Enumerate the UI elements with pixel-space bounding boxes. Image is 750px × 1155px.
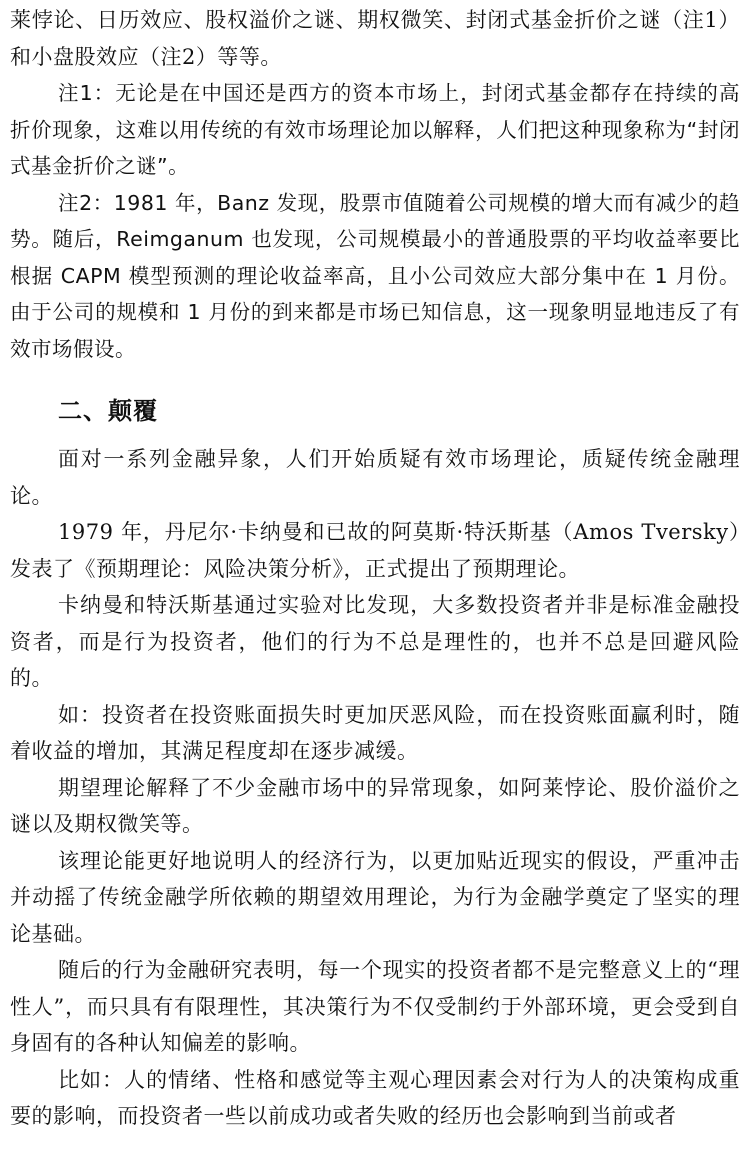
- note-1: 注1：无论是在中国还是西方的资本市场上，封闭式基金都存在持续的高折价现象，这难以用传统的有效市场理论加以解释，人们把这种现象称为“封闭式基金折价之谜”。: [10, 81, 740, 178]
- section-heading: 二、颠覆: [58, 397, 158, 425]
- document-page: [0, 2, 750, 1155]
- body-paragraph-3: 卡纳曼和特沃斯基通过实验对比发现，大多数投资者并非是标准金融投资者，而是行为投资者，他们的行为不总是理性的，也并不总是回避风险的。: [10, 593, 740, 690]
- paragraph-continued: 莱悖论、日历效应、股权溢价之谜、期权微笑、封闭式基金折价之谜（注1）和小盘股效应（注2）等等。: [10, 8, 740, 69]
- body-paragraph-5: 期望理论解释了不少金融市场中的异常现象，如阿莱悖论、股价溢价之谜以及期权微笑等。: [10, 775, 740, 836]
- body-paragraph-2: 1979 年，丹尼尔·卡纳曼和已故的阿莫斯·特沃斯基（Amos Tversky）发表了《预期理论：风险决策分析》，正式提出了预期理论。: [10, 520, 740, 581]
- body-paragraph-8: 比如：人的情绪、性格和感觉等主观心理因素会对行为人的决策构成重要的影响，而投资者一些以前成功或者失败的经历也会影响到当前或者: [10, 1067, 740, 1128]
- body-paragraph-6: 该理论能更好地说明人的经济行为，以更加贴近现实的假设，严重冲击并动摇了传统金融学所依赖的期望效用理论，为行为金融学奠定了坚实的理论基础。: [10, 848, 740, 946]
- body-paragraph-4: 如：投资者在投资账面损失时更加厌恶风险，而在投资账面赢利时，随着收益的增加，其满足程度却在逐步减缓。: [10, 702, 740, 763]
- note-2: 注2：1981 年，Banz 发现，股票市值随着公司规模的增大而有减少的趋势。随后，Reimganum 也发现，公司规模最小的普通股票的平均收益率要比根据 CAPM 模型预测的理论收益率高，且小公司效应大部分集中在 1 月份。由于公司的规模和 1 月份的到来都是市场已知信息，这一现象明显地违反了有效市场假设。: [10, 190, 740, 361]
- body-paragraph-1: 面对一系列金融异象，人们开始质疑有效市场理论，质疑传统金融理论。: [10, 447, 740, 508]
- body-paragraph-7: 随后的行为金融研究表明，每一个现实的投资者都不是完整意义上的“理性人”，而只具有有限理性，其决策行为不仅受制约于外部环境，更会受到自身固有的各种认知偏差的影响。: [10, 958, 740, 1055]
